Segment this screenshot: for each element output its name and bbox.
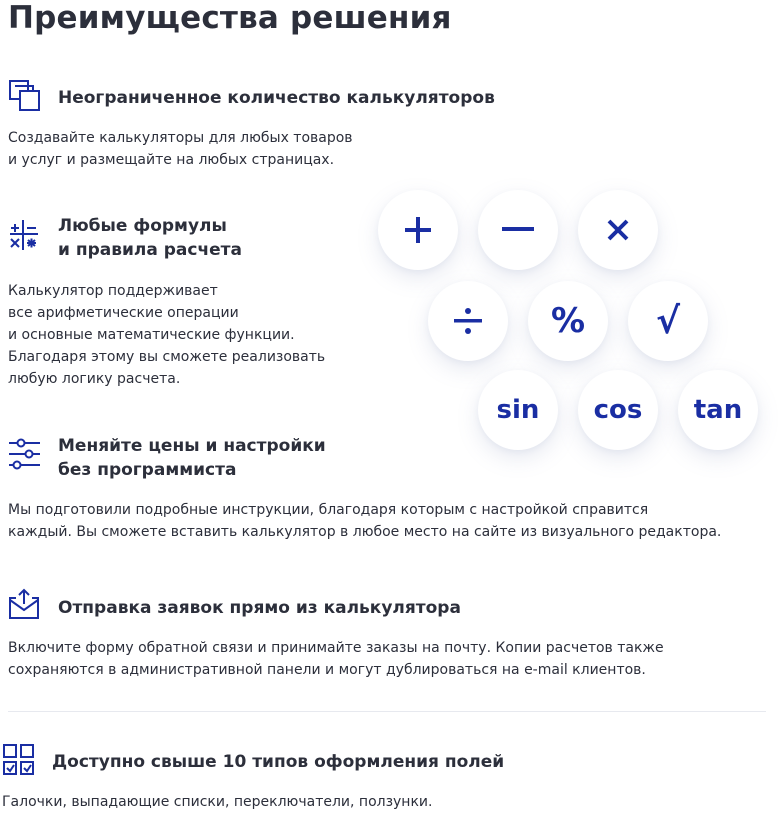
sin-label: sin [496,395,540,425]
page-title: Преимущества решения [8,0,452,36]
multiply-button [578,190,658,270]
mail-send-icon [8,588,42,622]
feature-title-unlimited: Неограниченное количество калькуляторов [58,88,495,108]
feature-text-formulas: Калькулятор поддерживает все арифметические операции и основные математические функции. Благодаря этому вы сможете реализовать любую логику расчета. [8,283,326,387]
feature-title-requests: Отправка заявок прямо из калькулятора [58,598,461,618]
math-operations-icon [8,220,42,254]
percent-button [528,281,608,361]
sliders-icon [8,438,42,472]
feature-title-settings: Меняйте цены и настройки без программиста [58,436,326,480]
feature-text-field-types: Галочки, выпадающие списки, переключатели, ползунки. [2,794,433,810]
feature-title-field-types: Доступно свыше 10 типов оформления полей [52,752,505,772]
cos-button [578,370,658,450]
section-divider [8,711,766,712]
percent-label: % [550,301,586,341]
sqrt-button [628,281,708,361]
minus-button [478,190,558,270]
plus-button [378,190,458,270]
divide-button [428,281,508,361]
form-fields-icon [2,743,36,777]
sqrt-label: √ [655,300,680,342]
sin-button [478,370,558,450]
copy-stack-icon [8,79,42,113]
tan-label: tan [693,395,743,425]
feature-title-formulas: Любые формулы и правила расчета [58,216,242,260]
tan-button [678,370,758,450]
feature-text-unlimited: Создавайте калькуляторы для любых товаров и услуг и размещайте на любых страницах. [8,130,353,168]
cos-label: cos [593,395,643,425]
feature-text-settings: Мы подготовили подробные инструкции, благодаря которым с настройкой справится каждый. Вы сможете вставить калькулятор в любое место на сайте из визуального редактора. [8,502,722,540]
feature-text-requests: Включите форму обратной связи и принимайте заказы на почту. Копии расчетов также сохраняются в административной панели и могут дублироваться на e-mail клиентов. [8,640,664,678]
